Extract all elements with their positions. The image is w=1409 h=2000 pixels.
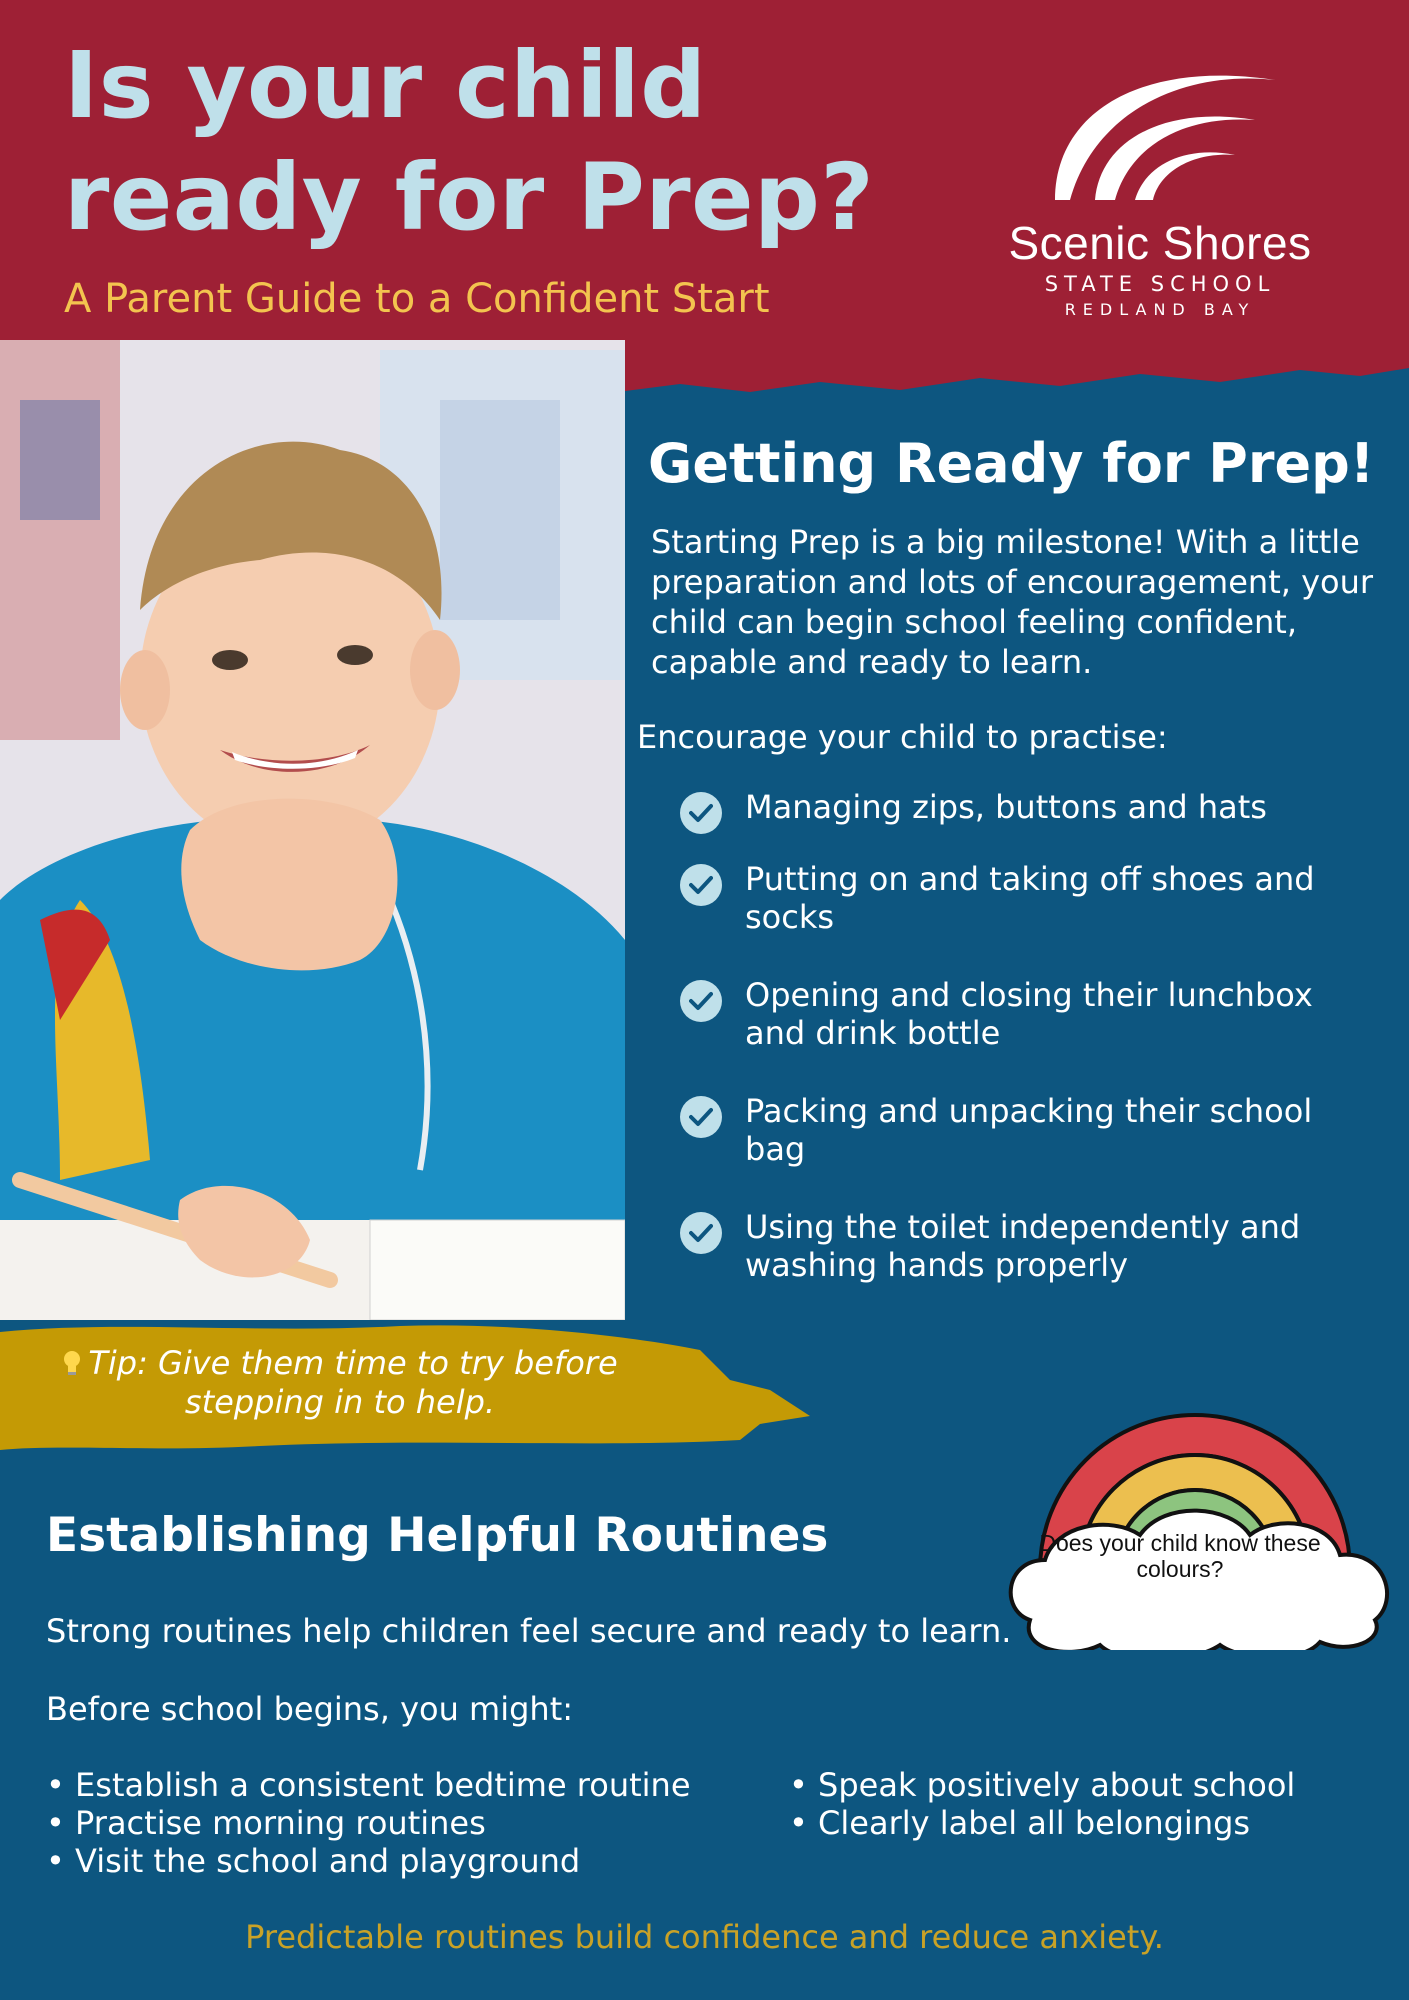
page-title: Is your child ready for Prep?	[64, 32, 875, 251]
checkmark-icon	[680, 792, 722, 834]
logo-line-2: STATE SCHOOL	[1044, 272, 1276, 296]
rainbow-illustration	[1000, 1320, 1400, 1650]
checkmark-icon	[680, 1212, 722, 1254]
getting-ready-intro: Starting Prep is a big milestone! With a little preparation and lots of encouragement, your child can begin school feeling confident, capable and ready to learn.	[651, 523, 1374, 681]
list-item: • Speak positively about school	[789, 1766, 1389, 1804]
list-item: Managing zips, buttons and hats	[680, 788, 1320, 826]
wave-logo-icon	[1035, 50, 1285, 210]
list-item: • Establish a consistent bedtime routine	[46, 1766, 766, 1804]
list-item: Putting on and taking off shoes and socks	[680, 860, 1320, 936]
logo-school-name: Scenic Shores	[1008, 217, 1312, 269]
list-item: • Visit the school and playground	[46, 1842, 766, 1880]
practise-checklist	[680, 788, 1320, 1284]
tip-text: Tip: Give them time to try before stepping in to help.	[30, 1344, 650, 1422]
logo-line-3: REDLAND BAY	[1064, 300, 1256, 319]
list-item: Packing and unpacking their school bag	[680, 1092, 1320, 1168]
checkmark-icon	[680, 980, 722, 1022]
rainbow-caption: Does your child know these colours?	[1039, 1530, 1321, 1582]
page-subtitle: A Parent Guide to a Confident Start	[64, 276, 770, 322]
encourage-label: Encourage your child to practise:	[637, 718, 1168, 756]
lightbulb-icon	[62, 1350, 82, 1376]
child-photo	[0, 340, 625, 1320]
school-logo	[990, 50, 1330, 320]
list-item: Using the toilet independently and washing hands properly	[680, 1208, 1320, 1284]
routines-intro: Strong routines help children feel secure and ready to learn.	[46, 1612, 1012, 1650]
routines-heading: Establishing Helpful Routines	[46, 1508, 829, 1563]
routines-list-left	[46, 1766, 766, 1880]
list-item: Opening and closing their lunchbox and drink bottle	[680, 976, 1320, 1052]
footer-note: Predictable routines build confidence and reduce anxiety.	[245, 1918, 1164, 1956]
before-school-label: Before school begins, you might:	[46, 1690, 574, 1728]
checkmark-icon	[680, 864, 722, 906]
getting-ready-heading: Getting Ready for Prep!	[648, 432, 1375, 495]
checkmark-icon	[680, 1096, 722, 1138]
list-item: • Clearly label all belongings	[789, 1804, 1389, 1842]
routines-list-right	[789, 1766, 1389, 1842]
list-item: • Practise morning routines	[46, 1804, 766, 1842]
